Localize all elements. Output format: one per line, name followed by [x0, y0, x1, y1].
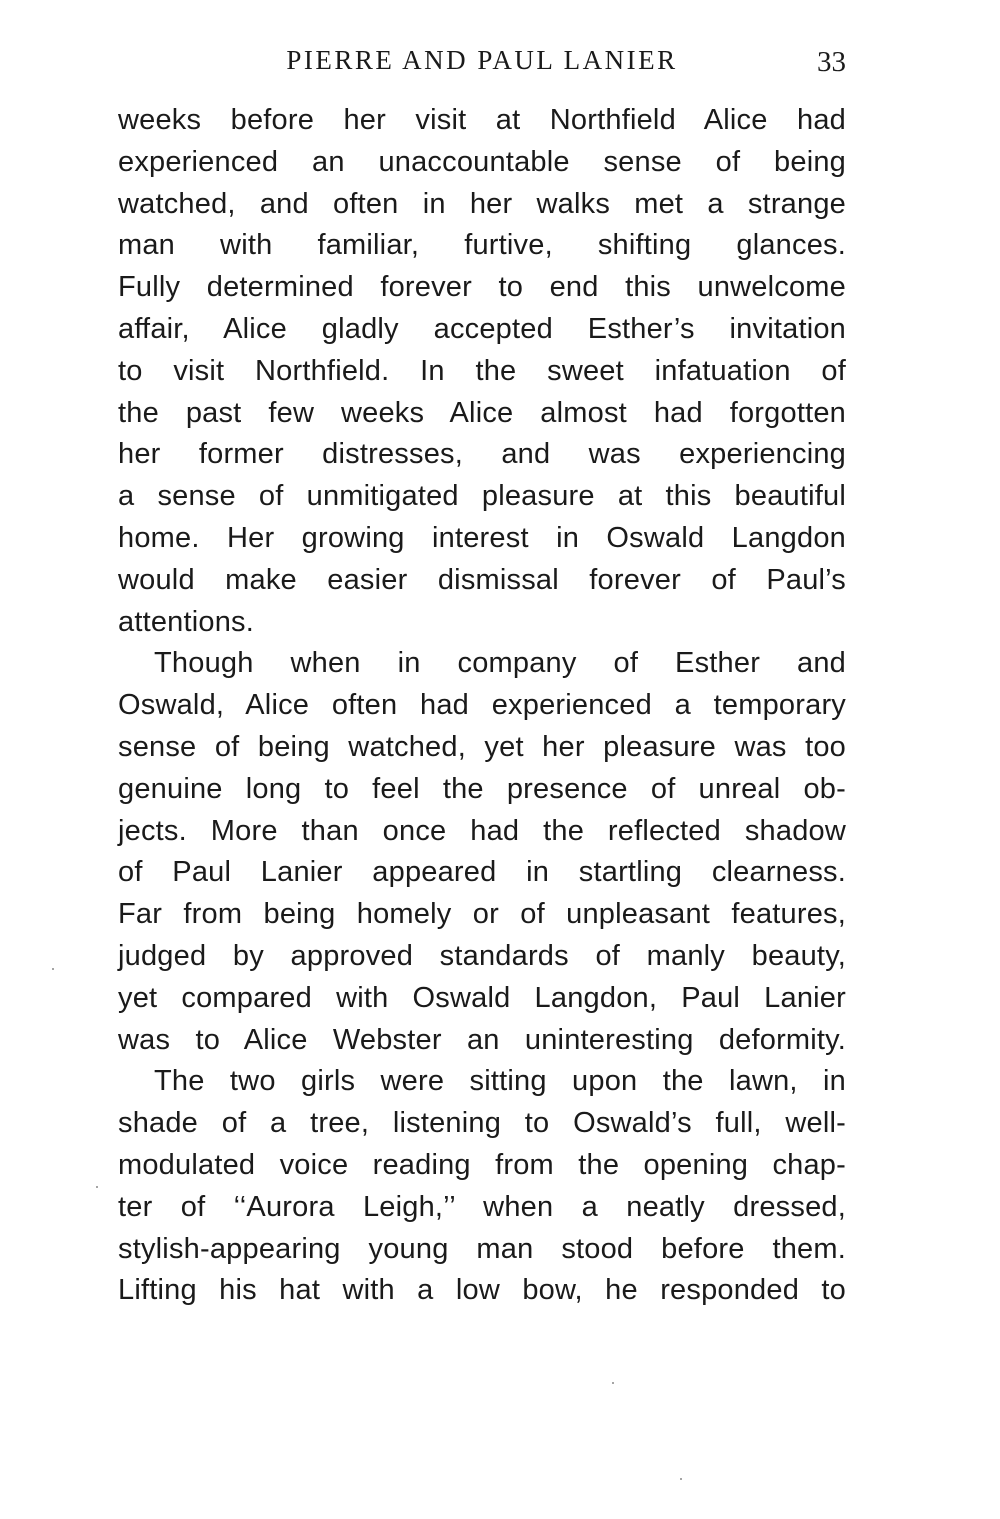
text-line: home. Her growing interest in Oswald Langdon [118, 521, 846, 554]
text-line: would make easier dismissal forever of Paul’s [118, 563, 846, 596]
text-line: affair, Alice gladly accepted Esther’s invitation [118, 312, 846, 345]
text-line: her former distresses, and was experiencing [118, 438, 846, 471]
scan-speck [52, 968, 54, 970]
text-line: was to Alice Webster an uninteresting deformity. [118, 1023, 846, 1056]
scan-speck [96, 1186, 98, 1188]
text-line: genuine long to feel the presence of unreal ob- [118, 772, 846, 805]
text-line: yet compared with Oswald Langdon, Paul Lanier [118, 981, 846, 1014]
text-line: Lifting his hat with a low bow, he responded to [118, 1274, 846, 1307]
running-head [118, 38, 846, 82]
text-line: shade of a tree, listening to Oswald’s full, well- [118, 1107, 846, 1140]
text-line: experienced an unaccountable sense of being [118, 145, 846, 178]
text-line: to visit Northfield. In the sweet infatuation of [118, 354, 846, 387]
text-line: watched, and often in her walks met a strange [118, 187, 846, 220]
text-line: sense of being watched, yet her pleasure was too [118, 730, 846, 763]
text-line: Oswald, Alice often had experienced a temporary [118, 689, 846, 722]
page-number: 33 [817, 46, 846, 78]
text-line: attentions. [118, 605, 255, 638]
text-line: The two girls were sitting upon the lawn, in [154, 1065, 846, 1098]
text-line: stylish-appearing young man stood before them. [118, 1232, 846, 1265]
body-text [118, 100, 846, 1312]
text-line: modulated voice reading from the opening chap- [118, 1148, 846, 1181]
paragraph-2 [118, 643, 846, 1061]
text-line: Fully determined forever to end this unwelcome [118, 271, 846, 304]
scan-speck [612, 1382, 614, 1384]
text-line: of Paul Lanier appeared in startling clearness. [118, 856, 846, 889]
text-line: Far from being homely or of unpleasant features, [118, 898, 846, 931]
running-title: PIERRE AND PAUL LANIER [286, 45, 678, 75]
text-line: a sense of unmitigated pleasure at this beautiful [118, 480, 846, 513]
paragraph-3 [118, 1061, 846, 1312]
text-line: jects. More than once had the reflected shadow [118, 814, 846, 847]
paragraph-1 [118, 100, 846, 643]
text-line: the past few weeks Alice almost had forgotten [118, 396, 846, 429]
scan-speck [680, 1478, 682, 1480]
text-line: Though when in company of Esther and [154, 647, 846, 680]
text-line: judged by approved standards of manly beauty, [118, 939, 846, 972]
text-line: ter of ‘‘Aurora Leigh,’’ when a neatly dressed, [118, 1190, 846, 1223]
text-line: weeks before her visit at Northfield Alice had [118, 104, 846, 136]
text-line: man with familiar, furtive, shifting glances. [118, 229, 846, 262]
